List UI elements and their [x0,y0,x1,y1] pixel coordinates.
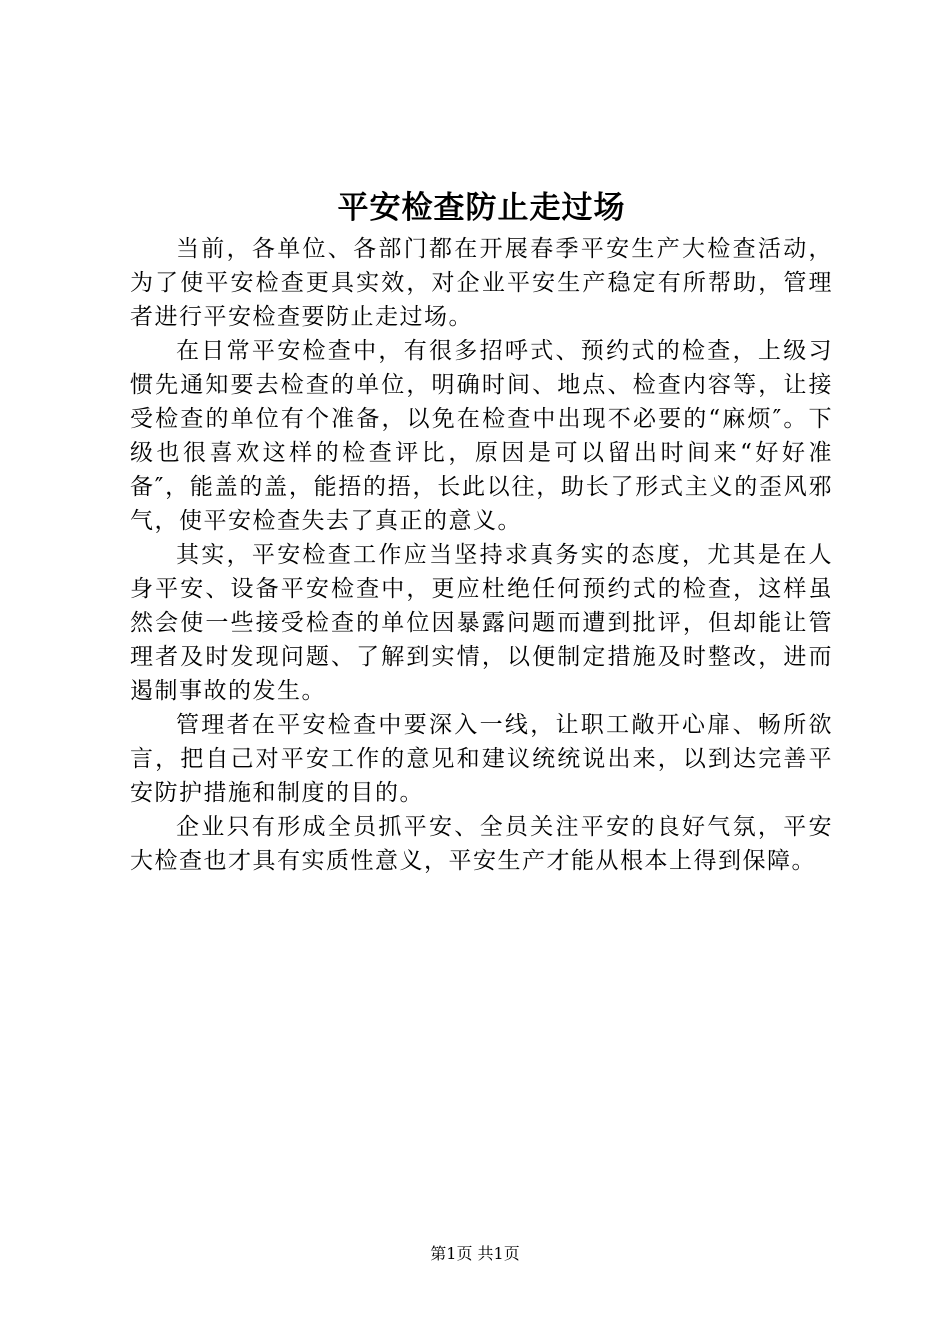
paragraph-1: 当前，各单位、各部门都在开展春季平安生产大检查活动，为了使平安检查更具实效，对企业平安生产稳定有所帮助，管理者进行平安检查要防止走过场。 [130,236,833,330]
document-title: 平安检查防止走过场 [337,190,626,226]
paragraph-2: 在日常平安检查中，有很多招呼式、预约式的检查，上级习惯先通知要去检查的单位，明确时间、地点、检查内容等，让接受检查的单位有个准备，以免在检查中出现不必要的“麻烦″。下级也很喜欢这样的检查评比，原因是可以留出时间来“好好准备″，能盖的盖，能捂的捂，长此以往，助长了形式主义的歪风邪气，使平安检查失去了真正的意义。 [130,338,833,534]
document-body [130,184,833,878]
paragraph-4: 管理者在平安检查中要深入一线，让职工敞开心扉、畅所欲言，把自己对平安工作的意见和建议统统说出来，以到达完善平安防护措施和制度的目的。 [130,712,833,806]
paragraph-5: 企业只有形成全员抓平安、全员关注平安的良好气氛，平安大检查也才具有实质性意义，平安生产才能从根本上得到保障。 [130,814,833,874]
paragraph-3: 其实，平安检查工作应当坚持求真务实的态度，尤其是在人身平安、设备平安检查中，更应杜绝任何预约式的检查，这样虽然会使一些接受检查的单位因暴露问题而遭到批评，但却能让管理者及时发现问题、了解到实情，以便制定措施及时整改，进而遏制事故的发生。 [130,542,833,704]
page-number-footer: 第1页 共1页 [430,1244,520,1263]
